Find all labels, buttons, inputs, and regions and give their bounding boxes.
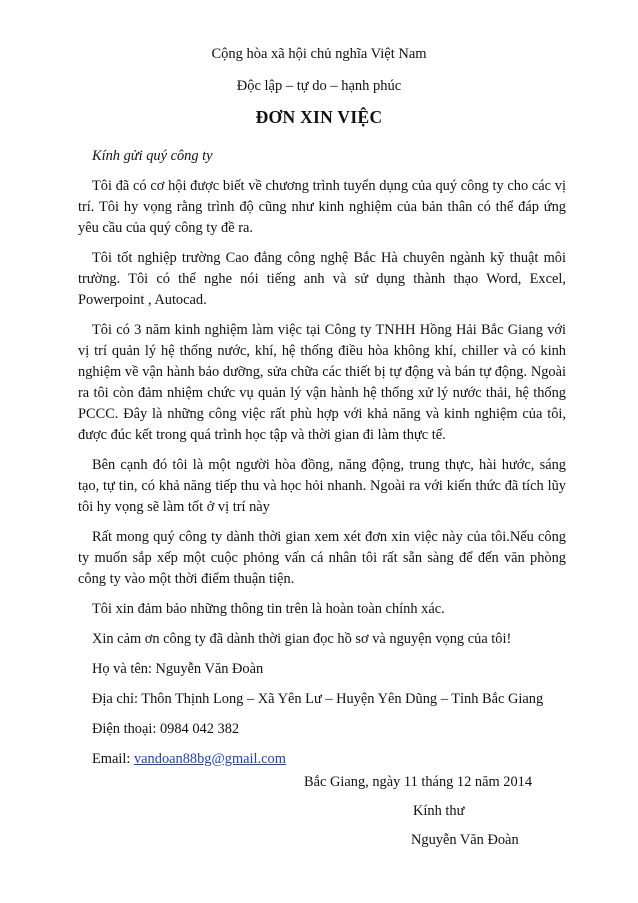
letter-body [78, 146, 566, 779]
paragraph-intro: Tôi đã có cơ hội được biết về chương trình tuyển dụng của quý công ty cho các vị trí. Tôi hy vọng rằng trình độ cũng như kinh nghiệm của bản thân có thể đáp ứng yêu cầu của quý công ty đề ra. [78, 178, 566, 236]
paragraph-experience: Tôi có 3 năm kinh nghiệm làm việc tại Công ty TNHH Hồng Hải Bắc Giang với vị trí quản lý hệ thống nước, khí, hệ thống điều hòa không khí, chiller và có kinh nghiệm về vận hành bảo dưỡng, sửa chữa các thiết bị tự động và bán tự động. Ngoài ra tôi còn đảm nhiệm chức vụ quản lý vận hành hệ thống xử lý nước thải, hệ thống PCCC. Đây là những công việc rất phù hợp với khả năng và kinh nghiệm của tôi, được đúc kết trong quá trình học tập và thời gian đi làm thực tế. [78, 322, 566, 443]
paragraph-request: Rất mong quý công ty dành thời gian xem xét đơn xin việc này của tôi.Nếu công ty muốn sắp xếp một cuộc phỏng vấn cá nhân tôi rất sẵn sàng để đến văn phòng công ty vào một thời điểm thuận tiện. [78, 529, 566, 587]
assurance-line: Tôi xin đảm bảo những thông tin trên là hoàn toàn chính xác. [92, 601, 445, 617]
paragraph-education: Tôi tốt nghiệp trường Cao đẳng công nghệ Bắc Hà chuyên ngành kỹ thuật môi trường. Tôi có thể nghe nói tiếng anh và sử dụng thành thạo Word, Excel, Powerpoint , Autocad. [78, 250, 566, 308]
email-line [92, 749, 566, 770]
email-link[interactable]: vandoan88bg@gmail.com [133, 751, 286, 767]
paragraph-personality: Bên cạnh đó tôi là một người hòa đồng, năng động, trung thực, hài hước, sáng tạo, tự tin, có khả năng tiếp thu và học hỏi nhanh. Ngoài ra với kiến thức đã tích lũy tôi hy vọng sẽ làm tốt ở vị trí này [78, 457, 566, 515]
signature-date: Bắc Giang, ngày 11 tháng 12 năm 2014 [304, 774, 533, 790]
address-line: Địa chỉ: Thôn Thịnh Long – Xã Yên Lư – Huyện Yên Dũng – Tỉnh Bắc Giang [92, 691, 544, 707]
signature-regards: Kính thư [413, 803, 465, 819]
thanks-line: Xin cảm ơn công ty đã dành thời gian đọc hồ sơ và nguyện vọng của tôi! [92, 631, 512, 647]
document-title: ĐƠN XIN VIỆC [255, 107, 383, 127]
full-name-line: Họ và tên: Nguyễn Văn Đoàn [92, 661, 264, 677]
national-slogan-line: Độc lập – tự do – hạnh phúc [236, 78, 402, 94]
salutation: Kính gửi quý công ty [92, 148, 213, 164]
email-label: Email: [92, 751, 134, 767]
phone-line: Điện thoại: 0984 042 382 [92, 721, 240, 737]
national-motto-line: Cộng hòa xã hội chủ nghĩa Việt Nam [211, 46, 427, 62]
signature-name: Nguyễn Văn Đoàn [411, 832, 519, 848]
